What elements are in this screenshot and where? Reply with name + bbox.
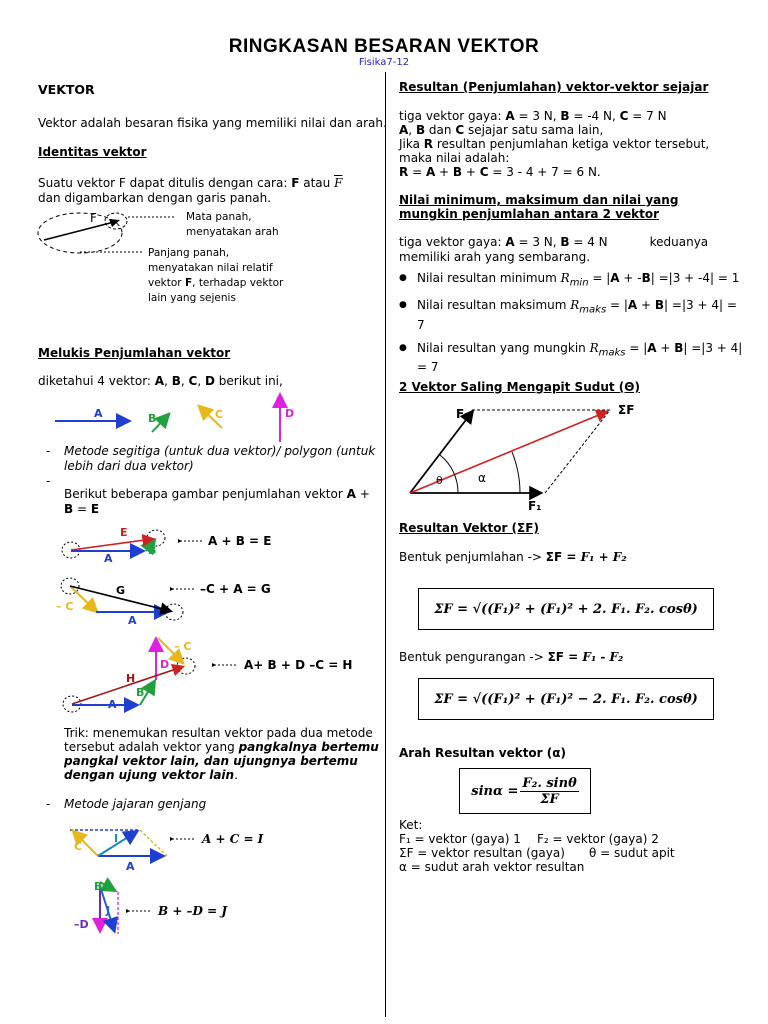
trik-line4 xyxy=(64,768,384,782)
mata-panah-line2: menyatakan arah xyxy=(186,226,279,238)
b1e: B xyxy=(641,271,651,285)
identitas-F-vector: $\overline{F}$ xyxy=(334,176,343,190)
identitas-atau: atau xyxy=(299,176,335,190)
trik-line3: pangkal vektor lain, dan ujungnya bertemu xyxy=(64,754,358,768)
trik-2a: tersebut adalah vektor yang xyxy=(64,740,239,754)
vektor-definition: Vektor adalah besaran fisika yang memiliki nilai dan arah. xyxy=(38,116,387,130)
keterangan xyxy=(399,818,759,874)
trik-2b: pangkalnya bertemu xyxy=(238,740,379,754)
resultan-heading: Resultan Vektor (ΣF) xyxy=(399,521,539,535)
formula-diff: ΣF = √((F₁)² + (F₁)² − 2. F₁. F₂. cosθ) xyxy=(434,691,698,707)
sj-5a: R xyxy=(399,165,409,179)
b1f: | =|3 + -4| = 1 xyxy=(650,271,740,285)
identitas-text xyxy=(38,176,342,191)
fig1-E xyxy=(71,539,152,550)
sj-5e: B xyxy=(452,165,463,179)
fig3-A-label: A xyxy=(108,698,117,711)
sj-1g: = 7 N xyxy=(628,109,667,123)
sj-2b: , xyxy=(408,123,416,137)
b1sub: min xyxy=(569,277,589,289)
figure-polygon-H xyxy=(58,632,208,714)
trik-line1: Trik: menemukan resultan vektor pada dua metode xyxy=(64,726,373,740)
berikut-a: Berikut beberapa gambar penjumlahan vektor xyxy=(64,487,347,501)
arrow-body-ellipse xyxy=(38,213,122,253)
vector-B-label: B xyxy=(148,412,157,425)
b3d: + xyxy=(656,340,675,355)
theta-label: θ xyxy=(436,474,443,487)
pj-c: F₁ + F₂ xyxy=(580,550,627,564)
identitas-F-bold: F xyxy=(291,176,300,190)
vector-D-label: D xyxy=(285,407,295,420)
b2c: A xyxy=(627,298,638,313)
nl-1c: = 3 N, xyxy=(514,235,561,249)
pg-b: ΣF = xyxy=(547,650,583,664)
arrow-F-label: F xyxy=(90,211,97,225)
sejajar-text xyxy=(399,109,754,179)
nilai-bullets xyxy=(399,271,744,383)
b2b: = | xyxy=(606,298,628,313)
eq2-label: –C + A = G xyxy=(200,582,271,596)
sejajar-line4: maka nilai adalah: xyxy=(399,151,510,165)
diketahui-text xyxy=(38,374,283,389)
sejajar-line5 xyxy=(399,165,754,179)
bullet-max xyxy=(399,298,744,332)
b2sub: maks xyxy=(579,304,607,316)
sj-2c: B xyxy=(415,123,426,137)
panjang-panah-note xyxy=(148,246,283,306)
sejajar-line1 xyxy=(399,109,754,123)
dk-f: C xyxy=(188,374,198,388)
sj-1d: B xyxy=(560,109,570,123)
b2f: | =|3 + 4| = 7 xyxy=(417,298,737,332)
b1d: + - xyxy=(619,271,642,285)
identitas-heading: Identitas vektor xyxy=(38,145,147,159)
fig1-B-label: B xyxy=(148,544,157,557)
dk-c: , xyxy=(164,374,172,388)
formula-sum-box xyxy=(418,588,714,630)
pj-b: ΣF = xyxy=(545,550,581,564)
ket-row2 xyxy=(399,846,759,860)
sj-5c: A xyxy=(425,165,436,179)
nilai-text xyxy=(399,235,754,265)
ket1b: F₂ = vektor (gaya) 2 xyxy=(537,832,659,846)
dk-h: D xyxy=(204,374,215,388)
b1c: A xyxy=(610,271,620,285)
vector-A-label: A xyxy=(94,407,103,420)
sejajar-line3 xyxy=(399,137,754,151)
nl-1a: tiga vektor gaya: xyxy=(399,235,506,249)
fig5-J-label: J xyxy=(106,904,111,917)
b2a: Nilai resultan maksimum xyxy=(417,298,571,313)
formula-sum: ΣF = √((F₁)² + (F₁)² + 2. F₁. F₂. cosθ) xyxy=(434,601,698,617)
alpha-arc xyxy=(512,452,520,493)
sj-5g: C xyxy=(479,165,489,179)
dash-3: - xyxy=(46,797,51,811)
panjang-line3c: , terhadap vektor xyxy=(192,277,284,289)
fig4-A-label: A xyxy=(126,860,135,872)
mengapit-heading: 2 Vektor Saling Mengapit Sudut (Θ) xyxy=(399,380,640,394)
sj-3a: Jika xyxy=(399,137,424,151)
fig4-C-label: C xyxy=(74,840,83,853)
dk-e: , xyxy=(180,374,189,388)
eq1-pointer xyxy=(178,536,206,546)
b3sub: maks xyxy=(598,347,626,359)
trik-4a: dengan ujung vektor lain xyxy=(64,768,235,782)
b3c: A xyxy=(647,340,657,355)
fig3-negC-label: – C xyxy=(174,640,192,653)
eq4-pointer xyxy=(170,834,198,844)
mata-panah-line1: Mata panah, xyxy=(186,211,252,223)
pg-a: Bentuk pengurangan -> xyxy=(399,650,548,664)
fig4-I-label: I xyxy=(114,832,119,845)
vektor-heading: VEKTOR xyxy=(38,82,95,97)
trik-4b: . xyxy=(234,768,238,782)
nilai-line2: memiliki arah yang sembarang. xyxy=(399,250,591,264)
nl-1b: A xyxy=(505,235,515,249)
berikut-d: B xyxy=(64,502,74,516)
F2-label: F₂ xyxy=(456,407,470,421)
identitas-text-part: Suatu vektor F dapat ditulis dengan cara: xyxy=(38,176,292,190)
sj-2d: dan xyxy=(425,123,456,137)
nl-1d: B xyxy=(560,235,570,249)
b1r: R xyxy=(560,271,570,285)
sj-5b: = xyxy=(408,165,426,179)
b3a: Nilai resultan yang mungkin xyxy=(417,340,590,355)
SF-label: ΣF xyxy=(618,403,635,417)
fig5-negD-label: –D xyxy=(74,918,89,931)
sj-5f: + xyxy=(462,165,480,179)
sj-5d: + xyxy=(435,165,453,179)
sj-2e: C xyxy=(455,123,465,137)
panjang-line1: Panjang panah, xyxy=(148,247,230,259)
four-vectors-figure xyxy=(50,390,310,445)
sj-1f: C xyxy=(619,109,629,123)
fig2-G-label: G xyxy=(116,584,126,597)
mata-panah-note xyxy=(186,210,279,240)
metode-segitiga: Metode segitiga (untuk dua vektor)/ polygon (untuk lebih dari dua vektor) xyxy=(64,444,376,473)
panjang-line3b: F xyxy=(184,277,193,289)
berikut-f: E xyxy=(90,502,100,516)
panjang-line3 xyxy=(148,276,283,291)
formula-diff-box xyxy=(418,678,714,720)
sj-3b: R xyxy=(423,137,434,151)
arrow-F-head xyxy=(109,219,120,227)
fig1-E-label: E xyxy=(120,526,128,539)
formula-sin-denominator: ΣF xyxy=(540,791,559,807)
eq4-label: A + C = I xyxy=(202,832,264,846)
b2r: R xyxy=(570,298,580,313)
b2e: B xyxy=(654,298,665,313)
sj-1a: tiga vektor gaya: xyxy=(399,109,506,123)
page-title: RINGKASAN BESARAN VEKTOR xyxy=(228,36,540,57)
b1b: = | xyxy=(588,271,611,285)
penjumlahan-text xyxy=(399,550,627,565)
page-subtitle: Fisika7-12 xyxy=(358,57,410,68)
dk-i: berikut ini, xyxy=(214,374,283,388)
sj-3c: resultan penjumlahan ketiga vektor tersebut, xyxy=(433,137,710,151)
eq1-label: A + B = E xyxy=(208,534,272,548)
b1a: Nilai resultan minimum xyxy=(417,271,561,285)
parallel-right xyxy=(545,410,610,493)
b2d: + xyxy=(637,298,655,313)
pg-c: F₁ - F₂ xyxy=(582,650,624,664)
nilai-line1 xyxy=(399,235,754,250)
eq5-pointer xyxy=(126,906,154,916)
fig3-H-label: H xyxy=(126,672,136,685)
nilai-heading: Nilai minimum, maksimum dan nilai yang mungkin penjumlahan antara 2 vektor xyxy=(399,193,679,221)
dk-d: B xyxy=(171,374,181,388)
berikut-b: A xyxy=(346,487,356,501)
vector-C-label: C xyxy=(215,408,224,421)
figure-negC-plus-A xyxy=(56,574,186,626)
fig3-B-label: B xyxy=(136,686,145,699)
fig2-negC-label: – C xyxy=(56,600,74,613)
dash-1: - xyxy=(46,444,51,458)
panjang-line4: lain yang sejenis xyxy=(148,292,236,304)
trik-line2 xyxy=(64,740,384,754)
figure-A-plus-B xyxy=(58,522,198,562)
ket2b: θ = sudut apit xyxy=(589,846,675,860)
bullet-possible xyxy=(399,341,744,375)
berikut-e: = xyxy=(73,502,91,516)
panjang-line2: menyatakan nilai relatif xyxy=(148,262,273,274)
alpha-label: α xyxy=(478,471,486,485)
sejajar-heading: Resultan (Penjumlahan) vektor-vektor sejajar xyxy=(399,80,709,94)
ket2a: ΣF = vektor resultan (gaya) xyxy=(399,846,565,860)
sj-2f: sejajar satu sama lain, xyxy=(464,123,604,137)
b3e: B xyxy=(674,340,684,355)
ket-row3: α = sudut arah vektor resultan xyxy=(399,860,585,874)
pengurangan-text xyxy=(399,650,623,665)
formula-sin-fraction xyxy=(520,776,578,807)
identitas-text-2: dan digambarkan dengan garis panah. xyxy=(38,191,272,205)
ket-row1 xyxy=(399,832,759,846)
figure-parallelogram-I xyxy=(62,818,182,872)
panjang-line3a: vektor xyxy=(148,277,185,289)
b3f: | =|3 + 4| = 7 xyxy=(417,340,743,375)
angle-parallelogram-figure xyxy=(400,398,650,516)
dash-2: - xyxy=(46,474,51,488)
dk-a: diketahui 4 vektor: xyxy=(38,374,155,388)
nl-1e: = 4 N keduanya xyxy=(569,235,709,249)
b3b: = | xyxy=(625,340,648,355)
metode-jajaran-genjang: Metode jajaran genjang xyxy=(64,797,207,811)
bullet-min xyxy=(399,271,744,290)
eq3-pointer xyxy=(212,660,240,670)
eq5-label: B + –D = J xyxy=(158,904,228,918)
column-divider xyxy=(385,72,386,1017)
ket1a: F₁ = vektor (gaya) 1 xyxy=(399,832,521,846)
berikut-c: + xyxy=(355,487,370,501)
sj-1e: = -4 N, xyxy=(569,109,620,123)
trik-text xyxy=(64,726,384,782)
sejajar-line2 xyxy=(399,123,754,137)
fig5-B-label: B xyxy=(94,880,103,893)
sj-1c: = 3 N, xyxy=(514,109,561,123)
formula-sin-lhs: sinα = xyxy=(471,783,519,799)
F1-label: F₁ xyxy=(528,499,542,513)
pj-a: Bentuk penjumlahan -> xyxy=(399,550,546,564)
b3r: R xyxy=(589,340,599,355)
arah-heading: Arah Resultan vektor (α) xyxy=(399,746,566,760)
fig1-A-label: A xyxy=(104,552,113,562)
ket-title: Ket: xyxy=(399,818,423,832)
arrow-F-line xyxy=(44,222,114,240)
formula-sin-numerator: F₂. sinθ xyxy=(522,775,577,791)
sj-2a: A xyxy=(399,123,409,137)
fig3-D-label: D xyxy=(160,658,170,671)
sj-1b: A xyxy=(505,109,515,123)
sj-5h: = 3 - 4 + 7 = 6 N. xyxy=(488,165,601,179)
fig2-A-label: A xyxy=(128,614,137,626)
dk-b: A xyxy=(154,374,165,388)
melukis-heading: Melukis Penjumlahan vektor xyxy=(38,346,231,360)
dk-g: , xyxy=(197,374,205,388)
eq2-pointer xyxy=(170,584,198,594)
eq3-label: A+ B + D –C = H xyxy=(244,658,353,672)
berikut-text xyxy=(64,487,374,517)
formula-sin-box xyxy=(459,768,591,814)
